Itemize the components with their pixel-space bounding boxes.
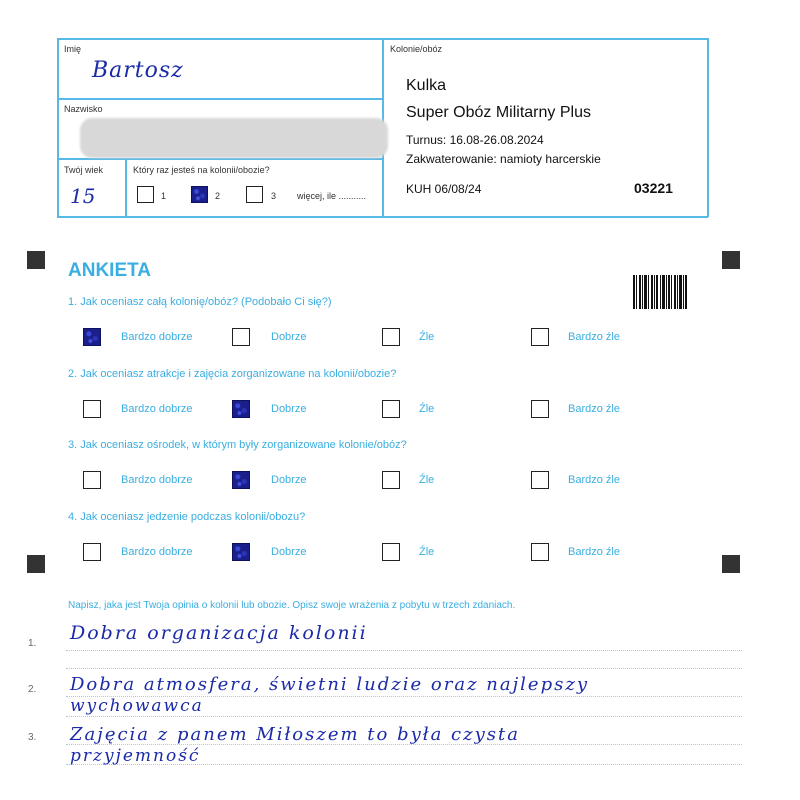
question-4-option-1-label: Bardzo dobrze <box>121 546 193 558</box>
line-number-3: 3. <box>28 732 37 743</box>
question-4-option-2-label: Dobrze <box>271 546 307 558</box>
question-4-option-4-label: Bardzo źle <box>568 546 620 558</box>
question-1-option-4-label: Bardzo źle <box>568 331 620 343</box>
question-3-text: 3. Jak oceniasz ośrodek, w którym były zorganizowane kolonie/obóz? <box>68 439 407 451</box>
ktory-raz-checkbox-1[interactable] <box>137 186 154 203</box>
question-2-option-4-checkbox[interactable] <box>531 400 549 418</box>
opinion-line-2: Dobra atmosfera, świetni ludzie oraz najlepszy <box>70 674 589 695</box>
question-1-option-3-label: Źle <box>419 331 435 343</box>
question-3-option-4-label: Bardzo źle <box>568 474 620 486</box>
question-4-option-2-checkbox[interactable] <box>232 543 250 561</box>
turnus: Turnus: 16.08-26.08.2024 <box>406 133 544 147</box>
line-number-1: 1. <box>28 638 37 649</box>
question-4-option-3-label: Źle <box>419 546 435 558</box>
question-2-option-3-label: Źle <box>419 403 435 415</box>
question-4-option-3-checkbox[interactable] <box>382 543 400 561</box>
registration-marker-bottom-right <box>722 555 740 573</box>
opinion-line-3b: przyjemność <box>70 746 201 766</box>
ktory-raz-option-2: 2 <box>215 191 221 201</box>
question-3-option-2-checkbox[interactable] <box>232 471 250 489</box>
camp-title: Super Obóz Militarny Plus <box>406 104 591 121</box>
question-3-option-1-label: Bardzo dobrze <box>121 474 193 486</box>
question-1-option-4-checkbox[interactable] <box>531 328 549 346</box>
question-1-option-2-checkbox[interactable] <box>232 328 250 346</box>
kolonie-label: Kolonie/obóz <box>390 44 443 54</box>
form-number: 03221 <box>634 180 673 196</box>
kuh-code: KUH 06/08/24 <box>406 182 482 196</box>
wiek-label: Twój wiek <box>64 165 104 175</box>
question-4-option-4-checkbox[interactable] <box>531 543 549 561</box>
registration-marker-bottom-left <box>27 555 45 573</box>
question-2-option-4-label: Bardzo źle <box>568 403 620 415</box>
imie-label: Imię <box>64 44 82 54</box>
barcode-icon <box>633 275 687 309</box>
question-4-text: 4. Jak oceniasz jedzenie podczas kolonii/obozu? <box>68 511 306 523</box>
question-3-option-4-checkbox[interactable] <box>531 471 549 489</box>
question-1-option-1-label: Bardzo dobrze <box>121 331 193 343</box>
line-number-2: 2. <box>28 684 37 695</box>
question-1-text: 1. Jak oceniasz całą kolonię/obóz? (Podobało Ci się?) <box>68 296 332 308</box>
opinion-prompt: Napisz, jaka jest Twoja opinia o kolonii lub obozie. Opisz swoje wrażenia z pobytu w trzech zdaniach. <box>68 600 516 611</box>
question-2-text: 2. Jak oceniasz atrakcje i zajęcia zorganizowane na kolonii/obozie? <box>68 368 397 380</box>
question-2-option-2-checkbox[interactable] <box>232 400 250 418</box>
answer-line <box>66 668 742 669</box>
ktory-raz-more: więcej, ile ........... <box>297 191 367 201</box>
ktory-raz-option-3: 3 <box>271 191 277 201</box>
question-2-option-1-checkbox[interactable] <box>83 400 101 418</box>
imie-value: Bartosz <box>92 58 184 83</box>
question-1-option-3-checkbox[interactable] <box>382 328 400 346</box>
registration-marker-top-right <box>722 251 740 269</box>
question-1-option-2-label: Dobrze <box>271 331 307 343</box>
question-2-option-3-checkbox[interactable] <box>382 400 400 418</box>
ktory-raz-checkbox-2[interactable] <box>191 186 208 203</box>
camp-name: Kulka <box>406 77 447 94</box>
zakwaterowanie: Zakwaterowanie: namioty harcerskie <box>406 152 601 166</box>
question-3-option-1-checkbox[interactable] <box>83 471 101 489</box>
question-1-option-1-checkbox[interactable] <box>83 328 101 346</box>
question-4-option-1-checkbox[interactable] <box>83 543 101 561</box>
question-3-option-2-label: Dobrze <box>271 474 307 486</box>
question-3-option-3-label: Źle <box>419 474 435 486</box>
opinion-line-2b: wychowawca <box>70 696 204 716</box>
answer-line <box>66 716 742 717</box>
wiek-value: 15 <box>70 184 96 208</box>
opinion-line-1: Dobra organizacja kolonii <box>70 622 368 644</box>
ktory-raz-checkbox-3[interactable] <box>246 186 263 203</box>
ktory-raz-option-1: 1 <box>161 191 167 201</box>
survey-title: ANKIETA <box>68 260 152 281</box>
question-3-option-3-checkbox[interactable] <box>382 471 400 489</box>
opinion-line-3: Zajęcia z panem Miłoszem to była czysta <box>70 724 520 745</box>
redacted-surname <box>80 118 388 158</box>
ktory-raz-label: Który raz jesteś na kolonii/obozie? <box>133 165 270 175</box>
registration-marker-top-left <box>27 251 45 269</box>
answer-line <box>66 650 742 651</box>
question-2-option-1-label: Bardzo dobrze <box>121 403 193 415</box>
question-2-option-2-label: Dobrze <box>271 403 307 415</box>
nazwisko-label: Nazwisko <box>64 104 103 114</box>
